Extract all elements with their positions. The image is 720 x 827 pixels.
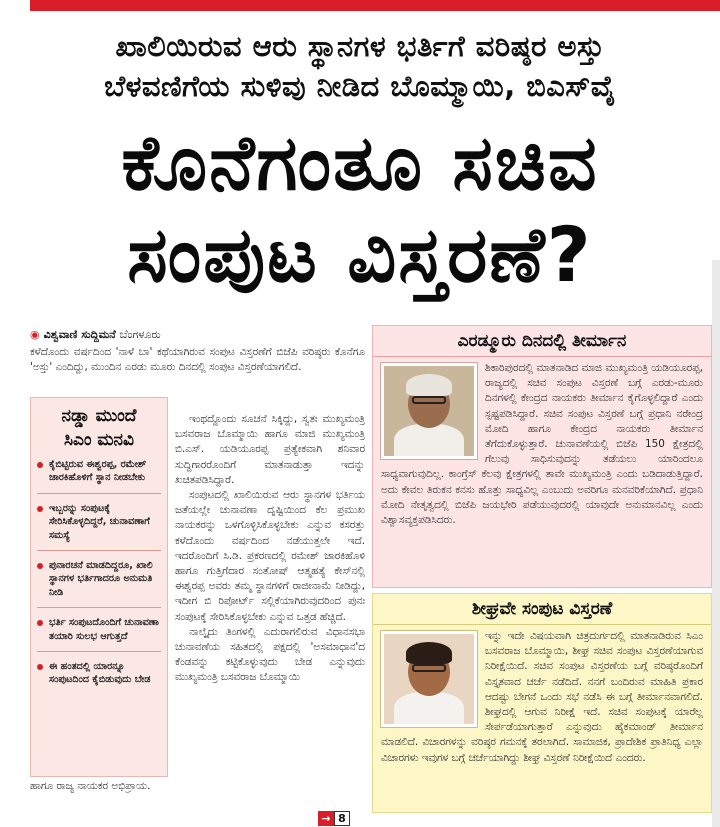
bullet-icon	[37, 620, 43, 626]
side-story-2-text: ಇನ್ನು ಇದೇ ವಿಷಯವಾಗಿ ಚಿತ್ರದುರ್ಗದಲ್ಲಿ ಮಾತನಾಡಿರುವ ಸಿಎಂ ಬಸವರಾಜ ಬೊಮ್ಮಾಯಿ, ಶೀಘ್ರ ಸಚಿವ ಸಂಪುಟ ವಿಸ್ತರಣೆಯಾಗುವ ನಿರೀಕ್ಷೆಯಿದೆ. ಸಚಿವ ಸಂಪುಟ ವಿಸ್ತರಣೆಯ ಬಗ್ಗೆ ವರಿಷ್ಠರೊಂದಿಗೆ ವಿಸ್ತೃತವಾದ ಚರ್ಚೆ ನಡೆದಿದೆ. ನನಗೆ ಬಂದಿರುವ ಮಾಹಿತಿ ಪ್ರಕಾರ ಆದಷ್ಟು ಬೇಗನೆ ಒಂದು ಸಭೆ ನಡೆಸಿ ಈ ಬಗ್ಗೆ ತೀರ್ಮಾನವಾಗಲಿದೆ. ಶೀಘ್ರದಲ್ಲಿ ಆಗುವ ನಿರೀಕ್ಷೆ ಇದೆ. ಸಚಿವ ಸಂಪುಟಕ್ಕೆ ಯಾರೆಲ್ಲ ಸೇರ್ಪಡೆಯಾಗುತ್ತಾರೆ ಎನ್ನುವುದು ಹೈಕಮಾಂಡ್ ತೀರ್ಮಾನ ಮಾಡಲಿದೆ. ವಿಚಾರಗಳನ್ನು ವರಿಷ್ಠರ ಗಮನಕ್ಕೆ ತರಲಾಗಿದೆ. ಸಾಮಾಜಿಕ, ಪ್ರಾದೇಶಿಕ ಪ್ರಾತಿನಿಧ್ಯ ಎಲ್ಲಾ ವಿಚಾರಗಳು ಇವುಗಳ ಬಗ್ಗೆ ಚರ್ಚೆಯಾಗಿದ್ದು ಶೀಘ್ರ ವಿಸ್ತರಣೆ ನಿರೀಕ್ಷೆಯಿದೆ ಎಂದರು.	[381, 630, 703, 764]
side-story-2	[372, 593, 712, 813]
side-story-1	[372, 325, 712, 588]
side-story-1-title: ಎರಡ್ಮೂರು ದಿನದಲ್ಲಿ ತೀರ್ಮಾನ	[373, 326, 711, 357]
side-story-1-body	[373, 357, 711, 528]
sidebar-title-1: ನಡ್ಡಾ ಮುಂದೆ	[61, 406, 137, 426]
side-story-2-body	[373, 625, 711, 766]
article-main-column	[175, 412, 365, 686]
kicker-line-1: ಖಾಲಿಯಿರುವ ಆರು ಸ್ಥಾನಗಳ ಭರ್ತಿಗೆ ವರಿಷ್ಠರ ಅಸ್ತು	[115, 29, 605, 63]
list-item: ಈ ಹಂತದಲ್ಲಿ ಯಾರನ್ನೂ ಸಂಪುಟದಿಂದ ಕೈಬಿಡುವುದು ಬೇಡ	[37, 660, 161, 695]
bullet-icon	[37, 664, 43, 670]
yediyurappa-photo	[381, 363, 477, 459]
bommai-photo	[381, 631, 477, 727]
byline	[30, 328, 161, 342]
list-item: ಪುನಾರಚನೆ ಮಾಡದಿದ್ದರೂ, ಖಾಲಿ ಸ್ಥಾನಗಳ ಭರ್ತಿಗಾದರೂ ಅನುಮತಿ ನೀಡಿ	[37, 559, 161, 608]
headline-line-2: ಸಂಪುಟ ವಿಸ್ತರಣೆ?	[127, 210, 593, 299]
headline-line-1: ಕೊನೆಗಂತೂ ಸಚಿವ	[121, 118, 599, 207]
article-closing: ಹಾಗೂ ರಾಜ್ಯ ನಾಯಕರ ಅಭಿಪ್ರಾಯ.	[30, 780, 151, 792]
sidebar-title-2: ಸಿಎಂ ಮನವಿ	[64, 430, 134, 450]
side-story-2-title: ಶೀಘ್ರವೇ ಸಂಪುಟ ವಿಸ್ತರಣೆ	[373, 594, 711, 625]
bullet-icon	[37, 506, 43, 512]
byline-source: ವಿಶ್ವವಾಣಿ ಸುದ್ದಿಮನೆ	[43, 328, 116, 341]
byline-city: ಬೆಂಗಳೂರು	[119, 328, 161, 341]
wifi-icon: ◉	[30, 328, 40, 341]
bullet-icon	[37, 462, 43, 468]
page-number: 8	[334, 811, 350, 826]
article-paragraph-1: ಇಂಥದ್ದೊಂದು ಸೂಚನೆ ಸಿಕ್ಕಿದ್ದು, ಸ್ವತಃ ಮುಖ್ಯಮಂತ್ರಿ ಬಸವರಾಜ ಬೊಮ್ಮಾಯಿ ಹಾಗೂ ಮಾಜಿ ಮುಖ್ಯಮಂತ್ರಿ ಬಿ.ಎಸ್. ಯಡಿಯೂರಪ್ಪ ಪ್ರತ್ಯೇಕವಾಗಿ ಶನಿವಾರ ಸುದ್ದಿಗಾರರೊಂದಿಗೆ ಮಾತನಾಡುತ್ತಾ ಇದನ್ನು ಖಚಿತಪಡಿಸಿದ್ದಾರೆ.	[175, 413, 365, 486]
list-item: ಭರ್ತಿ ಸಂಪುಟದೊಂದಿಗೆ ಚುನಾವಣಾ ತಯಾರಿ ಸುಲಭ ಆಗುತ್ತದೆ	[37, 616, 161, 652]
article-lead: ಕಳೆದೊಂದು ವರ್ಷದಿಂದ 'ನಾಳೆ ಬಾ' ಕಥೆಯಾಗಿರುವ ಸಂಪುಟ ವಿಸ್ತರಣೆಗೆ ಬಿಜೆಪಿ ವರಿಷ್ಠರು ಕೊನೆಗೂ 'ಅಸ್ತು' ಎಂದಿದ್ದು, ಮುಂದಿನ ಎರಡು ಮೂರು ದಿನದಲ್ಲಿ ಸಂಪುಟ ವಿಸ್ತರಣೆಯಾಗಲಿದೆ.	[30, 346, 365, 374]
article-paragraph-3: ನಾಲ್ಕೈದು ತಿಂಗಳಲ್ಲಿ ಎದುರಾಗಲಿರುವ ವಿಧಾನಸಭಾ ಚುನಾವಣೆಯ ಸಹಿತದಲ್ಲಿ ಪಕ್ಷದಲ್ಲಿ 'ಅಸಮಾಧಾನ'ದ ಕೆಂಡವನ್ನು ಕಟ್ಟಿಕೊಳ್ಳುವುದು ಬೇಡ ಎನ್ನುವುದು ಮುಖ್ಯಮಂತ್ರಿ ಬಸವರಾಜ ಬೊಮ್ಮಾಯಿ	[175, 625, 365, 684]
page-continue-badge[interactable]	[318, 811, 358, 826]
list-item: ಕೈಬಿಟ್ಟಿರುವ ಈಶ್ವರಪ್ಪ, ರಮೇಶ್ ಜಾರಕಿಹೊಳಿಗೆ ಸ್ಥಾನ ನೀಡಬೇಕು	[37, 458, 161, 494]
adjacent-page-edge	[712, 260, 720, 827]
kicker-line-2: ಬೆಳವಣಿಗೆಯ ಸುಳಿವು ನೀಡಿದ ಬೊಮ್ಮಾಯಿ, ಬಿಎಸ್‌ವೈ	[104, 69, 616, 103]
top-red-bar	[30, 0, 720, 11]
article-paragraph-2: ಸಂಪುಟದಲ್ಲಿ ಖಾಲಿಯಿರುವ ಆರು ಸ್ಥಾನಗಳ ಭರ್ತಿಯ ಜತೆಯಲ್ಲೇ ಚುನಾವಣಾ ದೃಷ್ಟಿಯಿಂದ ಕೆಲ ಪ್ರಮುಖ ನಾಯಕರನ್ನು ಒಳಗೊಳ್ಳಿಸಿಕೊಳ್ಳಬೇಕು ಎನ್ನುವ ಕಸರತ್ತು ಕಳೆದೊಂದು ವರ್ಷದಿಂದ ನಡೆಯುತ್ತಲೇ ಇದೆ. ಇದರೊಂದಿಗೆ ಸಿ.ಡಿ. ಪ್ರಕರಣದಲ್ಲಿ ರಮೇಶ್ ಜಾರಕಿಹೊಳಿ ಹಾಗೂ ಗುತ್ತಿಗೆದಾರ ಸಂತೋಷ್ ಆತ್ಮಹತ್ಯೆ ಕೇಸ್‌ನಲ್ಲಿ ಈಶ್ವರಪ್ಪ ಅವರು ತಮ್ಮ ಸ್ಥಾನಗಳಿಗೆ ರಾಜೀನಾಮೆ ನೀಡಿದ್ದು, ಇದೀಗ ಬಿ ರಿಪೋರ್ಟ್ ಸಲ್ಲಿಕೆಯಾಗಿರುವುದರಿಂದ ಪುನಃ ಸಂಪುಟಕ್ಕೆ ಸೇರಿಸಿಕೊಳ್ಳಬೇಕು ಎನ್ನುವ ಒತ್ತಡ ಹೆಚ್ಚಿದೆ.	[175, 489, 365, 623]
sidebar-list	[37, 458, 161, 695]
arrow-right-icon: →	[318, 811, 334, 826]
list-item: ಇಬ್ಬರನ್ನು ಸಂಪುಟಕ್ಕೆ ಸೇರಿಸಿಕೊಳ್ಳದಿದ್ದರೆ, ಚುನಾವಣಾಗೆ ಸಮಸ್ಯೆ	[37, 502, 161, 551]
side-story-1-text: ಶಿಕಾರಿಪುರದಲ್ಲಿ ಮಾತನಾಡಿದ ಮಾಜಿ ಮುಖ್ಯಮಂತ್ರಿ ಯಡಿಯೂರಪ್ಪ, ರಾಜ್ಯದಲ್ಲಿ ಸಚಿವ ಸಂಪುಟ ವಿಸ್ತರಣೆ ಬಗ್ಗೆ ಎರಡು-ಮೂರು ದಿನಗಳಲ್ಲಿ ಕೇಂದ್ರದ ನಾಯಕರು ತೀರ್ಮಾನ ಕೈಗೊಳ್ಳಲಿದ್ದಾರೆ ಎಂದು ಸ್ಪಷ್ಟಪಡಿಸಿದ್ದಾರೆ. ಸಚಿವ ಸಂಪುಟ ವಿಸ್ತರಣೆ ಬಗ್ಗೆ ಪ್ರಧಾನಿ ನರೇಂದ್ರ ಮೋದಿ ಹಾಗೂ ಕೇಂದ್ರದ ನಾಯಕರು ತೀರ್ಮಾನ ತೆಗೆದುಕೊಳ್ಳುತ್ತಾರೆ. ಚುನಾವಣೆಯಲ್ಲಿ ಬಿಜೆಪಿ 150 ಕ್ಷೇತ್ರದಲ್ಲಿ ಗೆಲುವು ಸಾಧಿಸುವುದನ್ನು ತಡೆಯಲು ಯಾರಿಂದಲೂ ಸಾಧ್ಯವಾಗುವುದಿಲ್ಲ. ಕಾಂಗ್ರೆಸ್ ಕೆಲವು ಕ್ಷೇತ್ರಗಳಲ್ಲಿ ತಾವೇ ಮುಖ್ಯಮಂತ್ರಿ ಎಂದು ಬಡಿದಾಡುತ್ತಿದ್ದಾರೆ. ಅದು ಕೇವಲ ತಿರುಕನ ಕನಸು ಹೊತ್ತು ಸಾಧ್ಯವಿಲ್ಲ ಎಂಬುದು ಅವರಿಗೂ ಮನವರಿಕೆಯಾಗಿದೆ. ಪ್ರಧಾನಿ ಮೋದಿ ನೇತೃತ್ವದಲ್ಲಿ ಬಿಜೆಪಿ ಜಯಭೇರಿ ಪಡೆಯುವುದರಲ್ಲಿ ಯಾವುದೇ ಅನುಮಾನವಿಲ್ಲ ಎಂದು ವಿಶ್ವಾಸವ್ಯಕ್ತಪಡಿಸಿದರು.	[381, 362, 703, 527]
bullet-icon	[37, 563, 43, 569]
sidebar-box	[30, 397, 168, 777]
